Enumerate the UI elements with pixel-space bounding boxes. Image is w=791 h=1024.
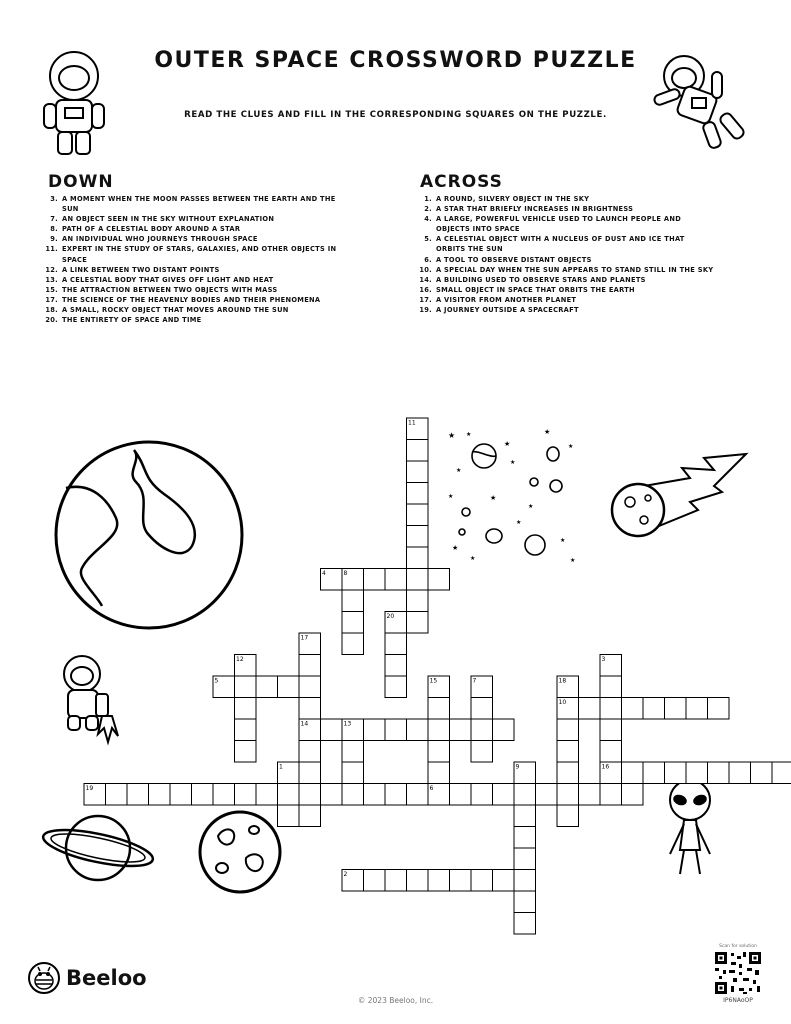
- clue-number: 11.: [45, 244, 58, 254]
- crossword-cell[interactable]: [278, 676, 300, 698]
- copyright-text: © 2023 Beeloo, Inc.: [357, 996, 434, 1005]
- svg-text:★: ★: [544, 428, 551, 436]
- cell-number: 7: [472, 677, 477, 685]
- crossword-cell[interactable]: [643, 698, 665, 720]
- crossword-cell[interactable]: [385, 719, 407, 741]
- crossword-cell[interactable]: [643, 762, 665, 784]
- crossword-cell[interactable]: [772, 762, 791, 784]
- crossword-cell[interactable]: [557, 784, 579, 806]
- clue-number: 8.: [50, 224, 58, 234]
- cell-number: 8: [343, 570, 348, 577]
- crossword-cell[interactable]: [729, 762, 751, 784]
- clue-text: A CELESTIAL OBJECT WITH A NUCLEUS OF DUST AND ICE THAT ORBITS THE SUN: [436, 234, 685, 254]
- svg-text:★: ★: [490, 494, 497, 502]
- brand-name: Beeloo: [66, 966, 147, 990]
- crossword-cell[interactable]: [299, 784, 321, 806]
- clue-text: A CELESTIAL BODY THAT GIVES OFF LIGHT AND HEAT: [62, 274, 274, 284]
- clue-number: 14.: [419, 274, 432, 284]
- crossword-cell[interactable]: [557, 719, 579, 741]
- crossword-cell[interactable]: [407, 526, 429, 548]
- cell-number: 20: [386, 613, 395, 620]
- clue-number: 20.: [45, 315, 58, 325]
- crossword-cell[interactable]: [407, 569, 429, 591]
- crossword-cell[interactable]: [407, 461, 429, 483]
- crossword-cell[interactable]: [235, 676, 257, 698]
- crossword-cell[interactable]: [622, 698, 644, 720]
- brand-logo: [28, 962, 147, 994]
- clue-text: A STAR THAT BRIEFLY INCREASES IN BRIGHTNESS: [436, 204, 634, 214]
- clue-number: 12.: [45, 264, 58, 274]
- crossword-cell[interactable]: [342, 741, 364, 763]
- svg-text:★: ★: [466, 431, 472, 438]
- cell-number: 1: [279, 763, 283, 771]
- qr-code-icon[interactable]: [713, 950, 763, 996]
- cell-number: 10: [558, 699, 567, 706]
- clue-text: A ROUND, SILVERY OBJECT IN THE SKY: [436, 194, 590, 203]
- svg-text:★: ★: [448, 493, 454, 500]
- crossword-cell[interactable]: [493, 719, 515, 741]
- crossword-cell[interactable]: [557, 741, 579, 763]
- crossword-cell[interactable]: [600, 719, 622, 741]
- crossword-cell[interactable]: [536, 784, 558, 806]
- crossword-cell[interactable]: [235, 698, 257, 720]
- svg-text:★: ★: [568, 443, 574, 450]
- clue-text: SMALL OBJECT IN SPACE THAT ORBITS THE EARTH: [436, 284, 635, 294]
- crossword-cell[interactable]: [493, 870, 515, 892]
- crossword-cell[interactable]: [299, 698, 321, 720]
- instructions: READ THE CLUES AND FILL IN THE CORRESPONDING SQUARES ON THE PUZZLE.: [184, 110, 607, 120]
- crossword-cell[interactable]: [708, 762, 730, 784]
- crossword-cell[interactable]: [407, 483, 429, 505]
- clue-text: AN INDIVIDUAL WHO JOURNEYS THROUGH SPACE: [62, 234, 258, 244]
- crossword-cell[interactable]: [213, 784, 235, 806]
- crossword-cell[interactable]: [514, 848, 536, 870]
- svg-text:★: ★: [560, 537, 566, 544]
- crossword-cell[interactable]: [514, 805, 536, 827]
- svg-text:★: ★: [504, 440, 511, 448]
- clue-number: 7.: [50, 214, 58, 224]
- page-title: OUTER SPACE CROSSWORD PUZZLE: [154, 48, 637, 73]
- crossword-cell[interactable]: [321, 784, 343, 806]
- clue-text: A VISITOR FROM ANOTHER PLANET: [436, 294, 577, 304]
- crossword-cell[interactable]: [256, 784, 278, 806]
- crossword-cell[interactable]: [428, 741, 450, 763]
- crossword-cell[interactable]: [321, 719, 343, 741]
- crossword-cell[interactable]: [407, 784, 429, 806]
- bee-logo-icon: [28, 962, 60, 994]
- crossword-cell[interactable]: [385, 870, 407, 892]
- crossword-cell[interactable]: [514, 784, 536, 806]
- crossword-cell[interactable]: [106, 784, 128, 806]
- crossword-cell[interactable]: [428, 719, 450, 741]
- clue-number: 13.: [45, 274, 58, 284]
- clue-text: A LARGE, POWERFUL VEHICLE USED TO LAUNCH PEOPLE AND OBJECTS INTO SPACE: [436, 214, 682, 234]
- crossword-cell[interactable]: [385, 784, 407, 806]
- crossword-cell[interactable]: [428, 569, 450, 591]
- cell-number: 3: [601, 656, 606, 663]
- svg-text:★: ★: [516, 519, 522, 526]
- cell-number: 6: [429, 785, 434, 792]
- crossword-cell[interactable]: [342, 762, 364, 784]
- crossword-cell[interactable]: [622, 762, 644, 784]
- cell-number: 19: [85, 785, 94, 792]
- clue-text: A JOURNEY OUTSIDE A SPACECRAFT: [436, 305, 579, 315]
- clue-text: EXPERT IN THE STUDY OF STARS, GALAXIES, AND OTHER OBJECTS IN SPACE: [62, 244, 337, 264]
- crossword-cell[interactable]: [686, 698, 708, 720]
- crossword-cell[interactable]: [299, 676, 321, 698]
- cell-number: 2: [343, 871, 348, 878]
- cell-number: 5: [214, 677, 219, 685]
- crossword-cell[interactable]: [471, 719, 493, 741]
- svg-text:★: ★: [510, 459, 516, 466]
- cell-number: 14: [300, 720, 309, 728]
- crossword-cell[interactable]: [299, 805, 321, 827]
- crossword-cell[interactable]: [385, 633, 407, 655]
- crossword-cell[interactable]: [428, 870, 450, 892]
- cell-number: 11: [408, 419, 416, 427]
- clue-text: THE SCIENCE OF THE HEAVENLY BODIES AND THEIR PHENOMENA: [62, 294, 321, 304]
- cell-number: 9: [515, 763, 520, 771]
- cell-number: 4: [322, 570, 326, 577]
- cell-number: 17: [300, 634, 309, 642]
- clue-text: PATH OF A CELESTIAL BODY AROUND A STAR: [62, 224, 241, 234]
- crossword-cell[interactable]: [407, 504, 429, 526]
- clue-text: A LINK BETWEEN TWO DISTANT POINTS: [62, 264, 220, 274]
- crossword-cell[interactable]: [450, 784, 472, 806]
- qr-code-id: IP6NAoOP: [723, 997, 753, 1004]
- crossword-cell[interactable]: [385, 569, 407, 591]
- svg-text:★: ★: [452, 544, 459, 552]
- clue-text: A TOOL TO OBSERVE DISTANT OBJECTS: [436, 254, 592, 264]
- crossword-cell[interactable]: [471, 870, 493, 892]
- crossword-cell[interactable]: [407, 590, 429, 612]
- clue-number: 19.: [419, 305, 432, 315]
- crossword-cell[interactable]: [364, 719, 386, 741]
- clue-text: A BUILDING USED TO OBSERVE STARS AND PLANETS: [436, 274, 646, 284]
- crossword-cell[interactable]: [579, 698, 601, 720]
- crossword-cell[interactable]: [407, 870, 429, 892]
- crossword-cell[interactable]: [600, 741, 622, 763]
- crossword-cell[interactable]: [342, 633, 364, 655]
- crossword-cell[interactable]: [471, 784, 493, 806]
- crossword-cell[interactable]: [235, 741, 257, 763]
- crossword-cell[interactable]: [600, 698, 622, 720]
- cell-number: 12: [236, 656, 244, 663]
- clue-number: 2.: [424, 204, 432, 214]
- crossword-cell[interactable]: [149, 784, 171, 806]
- crossword-cell[interactable]: [256, 676, 278, 698]
- clue-number: 1.: [424, 194, 432, 203]
- qr-caption: Scan for solution: [719, 944, 757, 949]
- cell-number: 15: [429, 677, 438, 685]
- crossword-cell[interactable]: [407, 547, 429, 569]
- crossword-cell[interactable]: [708, 698, 730, 720]
- crossword-cell[interactable]: [622, 784, 644, 806]
- crossword-cell[interactable]: [686, 762, 708, 784]
- clue-text: AN OBJECT SEEN IN THE SKY WITHOUT EXPLANATION: [62, 214, 275, 224]
- crossword-cell[interactable]: [385, 655, 407, 677]
- crossword-cell[interactable]: [299, 741, 321, 763]
- svg-text:★: ★: [470, 555, 476, 562]
- crossword-cell[interactable]: [751, 762, 773, 784]
- crossword-cell[interactable]: [342, 612, 364, 634]
- crossword-cell[interactable]: [192, 784, 214, 806]
- clue-number: 16.: [419, 284, 432, 294]
- crossword-cell[interactable]: [450, 870, 472, 892]
- crossword-cell[interactable]: [471, 698, 493, 720]
- clue-number: 17.: [419, 294, 432, 304]
- crossword-cell[interactable]: [127, 784, 149, 806]
- svg-text:★: ★: [528, 503, 534, 510]
- crossword-cell[interactable]: [235, 719, 257, 741]
- crossword-cell[interactable]: [364, 870, 386, 892]
- crossword-cell[interactable]: [557, 805, 579, 827]
- cell-number: 13: [343, 720, 352, 728]
- crossword-cell[interactable]: [514, 870, 536, 892]
- clue-number: 5.: [424, 234, 432, 244]
- crossword-cell[interactable]: [514, 827, 536, 849]
- crossword-cell[interactable]: [407, 612, 429, 634]
- crossword-cell[interactable]: [364, 784, 386, 806]
- clue-text: A MOMENT WHEN THE MOON PASSES BETWEEN THE EARTH AND THE SUN: [62, 194, 336, 214]
- clue-number: 17.: [45, 294, 58, 304]
- crossword-cell[interactable]: [579, 784, 601, 806]
- svg-text:★: ★: [570, 557, 576, 564]
- clue-text: A SMALL, ROCKY OBJECT THAT MOVES AROUND THE SUN: [62, 305, 289, 315]
- clue-number: 15.: [45, 284, 58, 294]
- clue-number: 10.: [419, 264, 432, 274]
- crossword-cell[interactable]: [342, 590, 364, 612]
- crossword-cell[interactable]: [385, 676, 407, 698]
- crossword-cell[interactable]: [471, 741, 493, 763]
- crossword-cell[interactable]: [428, 762, 450, 784]
- crossword-cell[interactable]: [600, 676, 622, 698]
- crossword-cell[interactable]: [170, 784, 192, 806]
- crossword-cell[interactable]: [514, 913, 536, 935]
- crossword-cell[interactable]: [600, 784, 622, 806]
- clue-number: 6.: [424, 254, 432, 264]
- clue-number: 4.: [424, 214, 432, 224]
- crossword-cell[interactable]: [278, 805, 300, 827]
- crossword-cell[interactable]: [428, 698, 450, 720]
- crossword-cell[interactable]: [665, 698, 687, 720]
- clue-text: THE ATTRACTION BETWEEN TWO OBJECTS WITH MASS: [62, 284, 278, 294]
- crossword-cell[interactable]: [342, 784, 364, 806]
- crossword-cell[interactable]: [278, 784, 300, 806]
- crossword-cell[interactable]: [407, 440, 429, 462]
- crossword-cell[interactable]: [557, 762, 579, 784]
- clue-number: 9.: [50, 234, 58, 244]
- cell-number: 16: [601, 763, 610, 771]
- crossword-cell[interactable]: [235, 784, 257, 806]
- svg-text:★: ★: [448, 431, 456, 440]
- cell-number: 18: [558, 677, 567, 685]
- crossword-cell[interactable]: [493, 784, 515, 806]
- clue-number: 18.: [45, 305, 58, 315]
- crossword-cell[interactable]: [514, 891, 536, 913]
- down-heading: DOWN: [48, 172, 114, 192]
- crossword-cell[interactable]: [299, 655, 321, 677]
- clue-text: A SPECIAL DAY WHEN THE SUN APPEARS TO STAND STILL IN THE SKY: [436, 264, 714, 274]
- clue-number: 3.: [50, 194, 58, 203]
- crossword-cell[interactable]: [665, 762, 687, 784]
- svg-text:★: ★: [456, 467, 462, 474]
- crossword-cell[interactable]: [364, 569, 386, 591]
- across-heading: ACROSS: [420, 172, 503, 192]
- crossword-cell[interactable]: [299, 762, 321, 784]
- crossword-cell[interactable]: [407, 719, 429, 741]
- crossword-cell[interactable]: [450, 719, 472, 741]
- clue-text: THE ENTIRETY OF SPACE AND TIME: [62, 315, 202, 325]
